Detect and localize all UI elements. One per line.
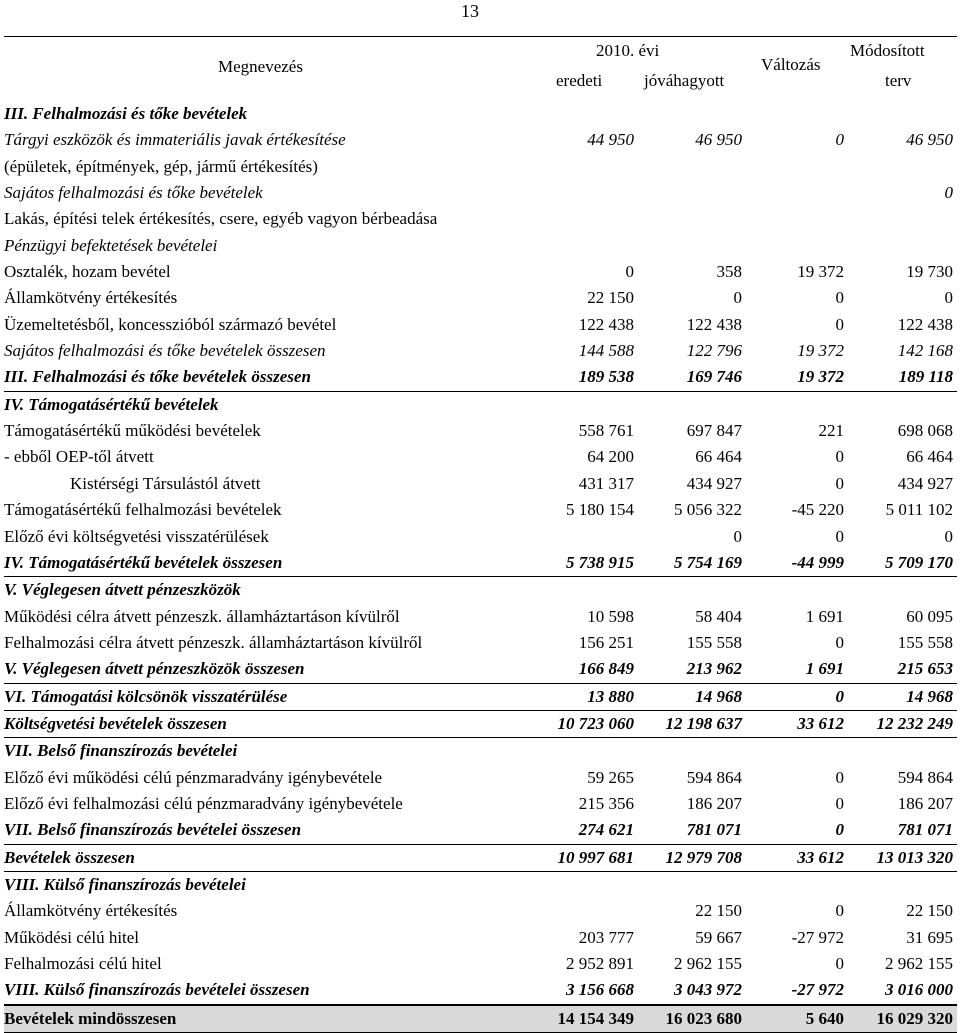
modified-value: 3 016 000 — [885, 980, 953, 1000]
change-value: 0 — [835, 820, 844, 840]
modified-value: 189 118 — [898, 367, 953, 387]
approved-value: 16 023 680 — [665, 1008, 742, 1028]
row-label: Felhalmozási célú hitel — [4, 954, 162, 973]
modified-value: 215 653 — [897, 659, 953, 679]
table-row — [4, 524, 957, 550]
table-row — [4, 444, 957, 470]
modified-value: 5 011 102 — [885, 500, 953, 520]
table-row — [4, 765, 957, 791]
modified-value: 142 168 — [897, 341, 953, 361]
row-label: Előző évi költségvetési visszatérülések — [4, 526, 269, 546]
row-label: Államkötvény értékesítés — [4, 288, 178, 308]
change-value: 5 640 — [805, 1008, 844, 1028]
table-row — [4, 127, 957, 153]
original-value: 166 849 — [578, 659, 634, 679]
revenue-table — [4, 36, 957, 1033]
row-label: Előző évi működési célú pénzmaradvány igénybevétele — [4, 767, 383, 787]
approved-value: 0 — [733, 288, 742, 308]
table-row — [4, 951, 957, 977]
table-row — [4, 604, 957, 630]
approved-value: 155 558 — [686, 632, 742, 652]
table-row — [4, 471, 957, 497]
change-value: 1 691 — [805, 659, 844, 679]
row-label: III. Felhalmozási és tőke bevételek — [4, 104, 248, 123]
row-label: (épületek, építmények, gép, jármű értékesítés) — [4, 156, 318, 176]
modified-value: 2 962 155 — [885, 954, 953, 973]
table-row — [4, 845, 957, 872]
row-label: Költségvetési bevételek összesen — [4, 713, 227, 733]
modified-value: 22 150 — [906, 901, 953, 921]
table-row — [4, 101, 957, 127]
approved-value: 66 464 — [695, 447, 742, 467]
original-value: 10 723 060 — [557, 713, 634, 733]
change-value: -27 972 — [791, 980, 844, 1000]
row-label: VI. Támogatási kölcsönök visszatérülése — [4, 686, 288, 706]
table-row — [4, 738, 957, 764]
original-value: 274 621 — [578, 820, 634, 840]
header-modified: Módosított — [850, 41, 925, 60]
approved-value: 22 150 — [695, 901, 742, 921]
header-plan: terv — [885, 71, 912, 90]
row-label: VIII. Külső finanszírozás bevételei összesen — [4, 980, 310, 1000]
original-value: 10 598 — [587, 606, 634, 626]
table-row — [4, 925, 957, 951]
modified-value: 122 438 — [897, 314, 953, 334]
approved-value: 59 667 — [695, 927, 742, 947]
row-label: Működési célra átvett pénzeszk. államháztartáson kívülről — [4, 606, 400, 626]
modified-value: 186 207 — [897, 793, 953, 813]
row-label: V. Véglegesen átvett pénzeszközök — [4, 580, 241, 600]
original-value: 5 738 915 — [566, 552, 634, 572]
change-value: -45 220 — [791, 500, 844, 520]
header-approved: jóváhagyott — [644, 71, 725, 90]
table-header — [4, 37, 957, 101]
table-row — [4, 630, 957, 656]
change-value: 0 — [835, 901, 844, 921]
row-label: V. Véglegesen átvett pénzeszközök összesen — [4, 659, 305, 679]
modified-value: 12 232 249 — [876, 713, 953, 733]
row-label: VIII. Külső finanszírozás bevételei — [4, 874, 246, 894]
change-value: 0 — [835, 473, 844, 493]
row-label: Lakás, építési telek értékesítés, csere, egyéb vagyon bérbeadása — [4, 209, 438, 229]
modified-value: 155 558 — [897, 632, 953, 652]
original-value: 122 438 — [578, 314, 634, 334]
table-row — [4, 656, 957, 683]
table-row — [4, 392, 957, 418]
original-value: 3 156 668 — [566, 980, 634, 1000]
change-value: 19 372 — [797, 262, 844, 282]
row-label: VII. Belső finanszírozás bevételei — [4, 741, 238, 761]
approved-value: 697 847 — [686, 421, 742, 441]
original-value: 22 150 — [587, 288, 634, 308]
change-value: 0 — [835, 686, 844, 706]
original-value: 2 952 891 — [566, 954, 634, 973]
approved-value: 169 746 — [686, 367, 742, 387]
change-value: 0 — [835, 130, 844, 150]
modified-value: 19 730 — [906, 262, 953, 282]
row-label: III. Felhalmozási és tőke bevételek összesen — [4, 367, 311, 387]
row-label: Tárgyi eszközök és immateriális javak értékesítése — [4, 130, 346, 150]
change-value: 0 — [835, 793, 844, 813]
modified-value: 434 927 — [897, 473, 953, 493]
change-value: 0 — [835, 288, 844, 308]
row-label: Pénzügyi befektetések bevételei — [4, 235, 218, 255]
approved-value: 14 968 — [695, 686, 742, 706]
original-value: 156 251 — [578, 632, 634, 652]
row-label: Támogatásértékű működési bevételek — [4, 421, 261, 441]
row-label: Kistérségi Társulástól átvett — [70, 473, 261, 493]
table-row — [4, 711, 957, 738]
row-label: Üzemeltetésből, koncesszióból származó bevétel — [4, 314, 337, 334]
header-name: Megnevezés — [218, 57, 303, 76]
header-year: 2010. évi — [596, 41, 660, 60]
row-label: Felhalmozási célra átvett pénzeszk. államháztartáson kívülről — [4, 632, 423, 652]
modified-value: 16 029 320 — [876, 1008, 953, 1028]
table-row — [4, 791, 957, 817]
row-label: Államkötvény értékesítés — [4, 901, 178, 921]
page-number: 13 — [461, 1, 479, 21]
approved-value: 434 927 — [686, 473, 742, 493]
change-value: 19 372 — [797, 341, 844, 361]
row-label: Osztalék, hozam bevétel — [4, 262, 171, 282]
approved-value: 46 950 — [695, 130, 742, 150]
change-value: 0 — [835, 954, 844, 973]
header-change: Változás — [761, 55, 821, 74]
original-value: 189 538 — [578, 367, 634, 387]
change-value: 0 — [835, 314, 844, 334]
table-row — [4, 817, 957, 844]
approved-value: 213 962 — [686, 659, 742, 679]
change-value: 0 — [835, 526, 844, 546]
original-value: 431 317 — [578, 473, 634, 493]
change-value: 33 612 — [797, 713, 844, 733]
row-label: Előző évi felhalmozási célú pénzmaradvány igénybevétele — [4, 793, 403, 813]
approved-value: 5 056 322 — [674, 500, 742, 520]
modified-value: 46 950 — [906, 130, 953, 150]
row-label: Bevételek összesen — [4, 847, 135, 867]
modified-value: 13 013 320 — [876, 847, 953, 867]
table-row — [4, 233, 957, 259]
row-label: VII. Belső finanszírozás bevételei összesen — [4, 820, 302, 840]
table-row — [4, 180, 957, 206]
original-value: 59 265 — [587, 767, 634, 787]
change-value: 0 — [835, 447, 844, 467]
approved-value: 12 979 708 — [665, 847, 742, 867]
change-value: 0 — [835, 632, 844, 652]
table-row — [4, 154, 957, 180]
approved-value: 5 754 169 — [674, 552, 742, 572]
modified-value: 594 864 — [897, 767, 953, 787]
modified-value: 66 464 — [906, 447, 953, 467]
approved-value: 122 438 — [686, 314, 742, 334]
change-value: 221 — [818, 421, 844, 441]
approved-value: 3 043 972 — [674, 980, 742, 1000]
change-value: 0 — [835, 767, 844, 787]
table-row — [4, 206, 957, 232]
original-value: 215 356 — [578, 793, 634, 813]
table-row — [4, 977, 957, 1004]
row-label: Sajátos felhalmozási és tőke bevételek összesen — [4, 341, 326, 361]
table-row — [4, 259, 957, 285]
approved-value: 2 962 155 — [674, 954, 742, 973]
modified-value: 0 — [944, 183, 953, 203]
table-row — [4, 577, 957, 603]
row-label: Támogatásértékű felhalmozási bevételek — [4, 500, 282, 520]
approved-value: 594 864 — [686, 767, 742, 787]
modified-value: 31 695 — [906, 927, 953, 947]
modified-value: 781 071 — [897, 820, 953, 840]
row-label: Sajátos felhalmozási és tőke bevételek — [4, 183, 263, 203]
modified-value: 60 095 — [906, 606, 953, 626]
table-row — [4, 312, 957, 338]
row-label: IV. Támogatásértékű bevételek — [4, 394, 219, 414]
table-row — [4, 1005, 957, 1033]
original-value: 64 200 — [587, 447, 634, 467]
table-row — [4, 550, 957, 577]
approved-value: 781 071 — [686, 820, 742, 840]
original-value: 203 777 — [578, 927, 634, 947]
table-row — [4, 338, 957, 364]
modified-value: 0 — [944, 526, 953, 546]
table-row — [4, 497, 957, 523]
table-body — [4, 101, 957, 1033]
table-row — [4, 418, 957, 444]
original-value: 558 761 — [578, 421, 634, 441]
original-value: 10 997 681 — [557, 847, 634, 867]
table-row — [4, 684, 957, 711]
approved-value: 186 207 — [686, 793, 742, 813]
row-label: Bevételek mindösszesen — [4, 1008, 177, 1028]
original-value: 0 — [625, 262, 634, 282]
change-value: 1 691 — [805, 606, 844, 626]
modified-value: 0 — [944, 288, 953, 308]
original-value: 14 154 349 — [557, 1008, 634, 1028]
modified-value: 14 968 — [906, 686, 953, 706]
change-value: 19 372 — [797, 367, 844, 387]
approved-value: 12 198 637 — [665, 713, 742, 733]
table-row — [4, 872, 957, 898]
change-value: -27 972 — [791, 927, 844, 947]
table-row — [4, 898, 957, 924]
approved-value: 122 796 — [686, 341, 742, 361]
change-value: -44 999 — [791, 552, 844, 572]
approved-value: 358 — [716, 262, 742, 282]
table-row — [4, 285, 957, 311]
original-value: 144 588 — [578, 341, 634, 361]
row-label: Működési célú hitel — [4, 927, 140, 947]
change-value: 33 612 — [797, 847, 844, 867]
approved-value: 0 — [733, 526, 742, 546]
approved-value: 58 404 — [695, 606, 742, 626]
row-label: IV. Támogatásértékű bevételek összesen — [4, 552, 283, 572]
modified-value: 5 709 170 — [885, 552, 953, 572]
row-label: - ebből OEP-től átvett — [4, 447, 154, 467]
table-row — [4, 364, 957, 391]
original-value: 5 180 154 — [566, 500, 634, 520]
original-value: 13 880 — [587, 686, 634, 706]
original-value: 44 950 — [587, 130, 634, 150]
header-original: eredeti — [556, 71, 603, 90]
modified-value: 698 068 — [897, 421, 953, 441]
